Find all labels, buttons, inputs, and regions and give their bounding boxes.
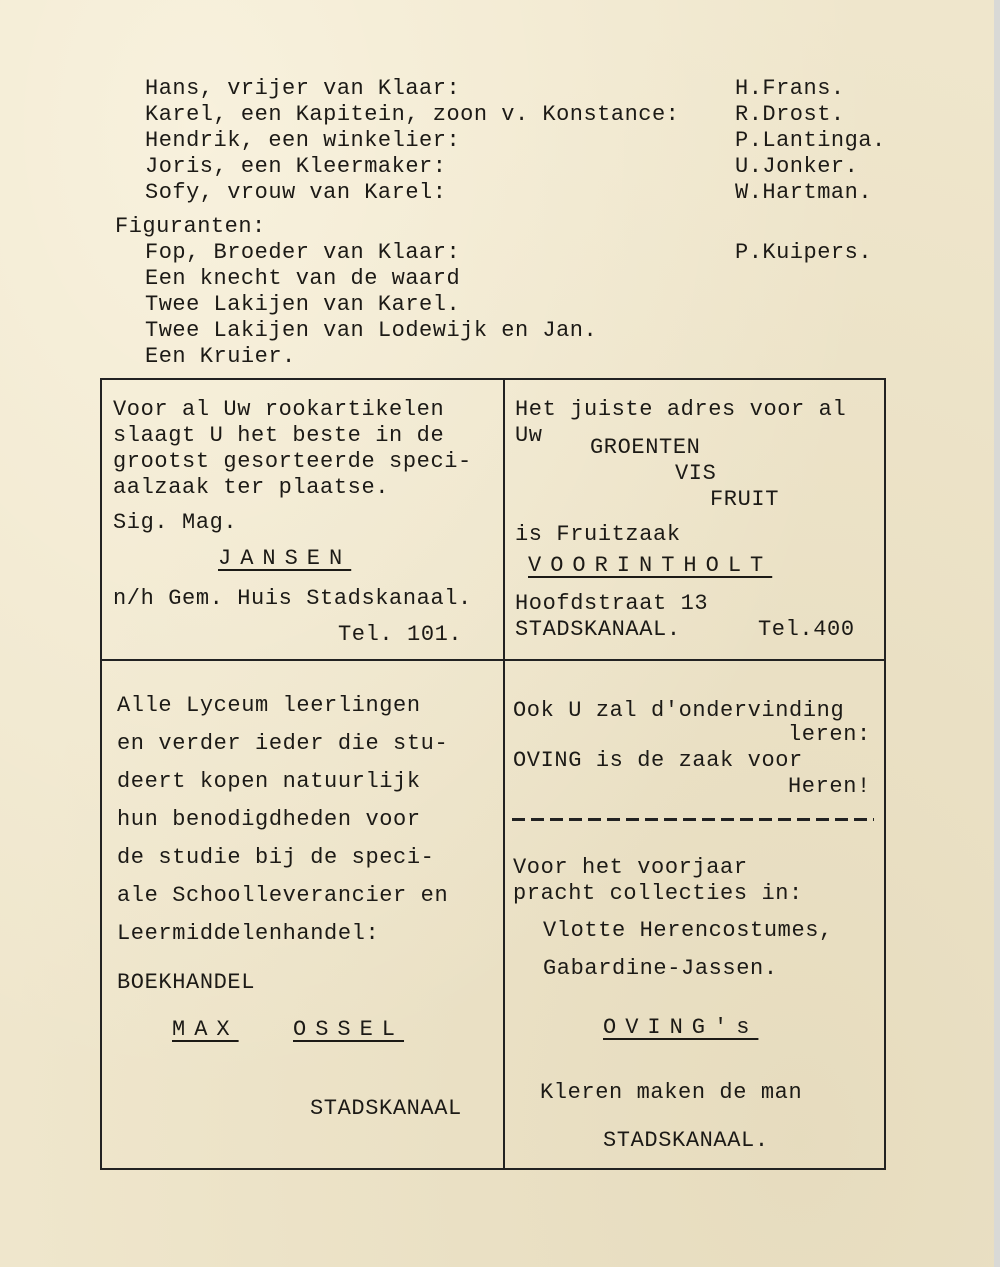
oving-name: OVING's	[603, 1015, 759, 1040]
figuranten-heading: Figuranten:	[115, 214, 266, 239]
ossel-text: en verder ieder die stu-	[117, 731, 449, 756]
ossel-text: de studie bij de speci-	[117, 845, 435, 870]
voorintholt-product: VIS	[675, 461, 717, 486]
voorintholt-product: FRUIT	[710, 487, 780, 512]
cast-actor: H.Frans.	[735, 76, 845, 101]
voorintholt-text: Het juiste adres voor al	[515, 397, 847, 422]
voorintholt-intro: is Fruitzaak	[515, 522, 681, 547]
jansen-text: grootst gesorteerde speci-	[113, 449, 472, 474]
oving-text: Vlotte Herencostumes,	[543, 918, 833, 943]
cast-actor: P.Lantinga.	[735, 128, 886, 153]
figurant-actor: P.Kuipers.	[735, 240, 873, 265]
cast-actor: R.Drost.	[735, 102, 845, 127]
oving-text: OVING is de zaak voor	[513, 748, 803, 773]
jansen-sig: Sig. Mag.	[113, 510, 238, 535]
ossel-text: hun benodigdheden voor	[117, 807, 421, 832]
oving-slogan: Kleren maken de man	[540, 1080, 803, 1105]
voorintholt-text: Uw	[515, 423, 543, 448]
cast-role: Karel, een Kapitein, zoon v. Konstance:	[145, 102, 680, 127]
ads-divider-horizontal	[100, 659, 886, 661]
oving-text: Voor het voorjaar	[513, 855, 748, 880]
ads-divider-vertical	[503, 378, 505, 1170]
oving-text: leren:	[788, 722, 871, 747]
jansen-tel: Tel. 101.	[338, 622, 463, 647]
page-edge	[994, 0, 1000, 1267]
figurant-role: Een Kruier.	[145, 344, 296, 369]
figurant-role: Fop, Broeder van Klaar:	[145, 240, 461, 265]
oving-text: Ook U zal d'ondervinding	[513, 698, 845, 723]
ossel-city: STADSKANAAL	[310, 1096, 462, 1121]
ossel-text: ale Schoolleverancier en	[117, 883, 449, 908]
jansen-address: n/h Gem. Huis Stadskanaal.	[113, 586, 472, 611]
cast-actor: U.Jonker.	[735, 154, 859, 179]
ossel-text: Leermiddelenhandel:	[117, 921, 380, 946]
ossel-name-first: MAX	[172, 1017, 239, 1042]
oving-text: pracht collecties in:	[513, 881, 803, 906]
oving-text: Gabardine-Jassen.	[543, 956, 778, 981]
cast-role: Hendrik, een winkelier:	[145, 128, 461, 153]
cast-role: Hans, vrijer van Klaar:	[145, 76, 461, 101]
voorintholt-name: VOORINTHOLT	[528, 553, 773, 578]
jansen-text: slaagt U het beste in de	[113, 423, 445, 448]
figurant-role: Twee Lakijen van Lodewijk en Jan.	[145, 318, 598, 343]
oving-separator	[512, 818, 874, 821]
figurant-role: Twee Lakijen van Karel.	[145, 292, 461, 317]
voorintholt-city: STADSKANAAL.	[515, 617, 681, 642]
ossel-text: Alle Lyceum leerlingen	[117, 693, 421, 718]
voorintholt-street: Hoofdstraat 13	[515, 591, 709, 616]
cast-role: Joris, een Kleermaker:	[145, 154, 447, 179]
oving-city: STADSKANAAL.	[603, 1128, 769, 1153]
voorintholt-tel: Tel.400	[758, 617, 855, 642]
voorintholt-product: GROENTEN	[590, 435, 701, 460]
oving-text: Heren!	[788, 774, 871, 799]
figurant-role: Een knecht van de waard	[145, 266, 461, 291]
jansen-name: JANSEN	[218, 546, 352, 571]
ossel-text: deert kopen natuurlijk	[117, 769, 421, 794]
jansen-text: aalzaak ter plaatse.	[113, 475, 390, 500]
cast-role: Sofy, vrouw van Karel:	[145, 180, 447, 205]
cast-actor: W.Hartman.	[735, 180, 873, 205]
ossel-shop: BOEKHANDEL	[117, 970, 256, 995]
ossel-name-last: OSSEL	[293, 1017, 405, 1042]
jansen-text: Voor al Uw rookartikelen	[113, 397, 445, 422]
